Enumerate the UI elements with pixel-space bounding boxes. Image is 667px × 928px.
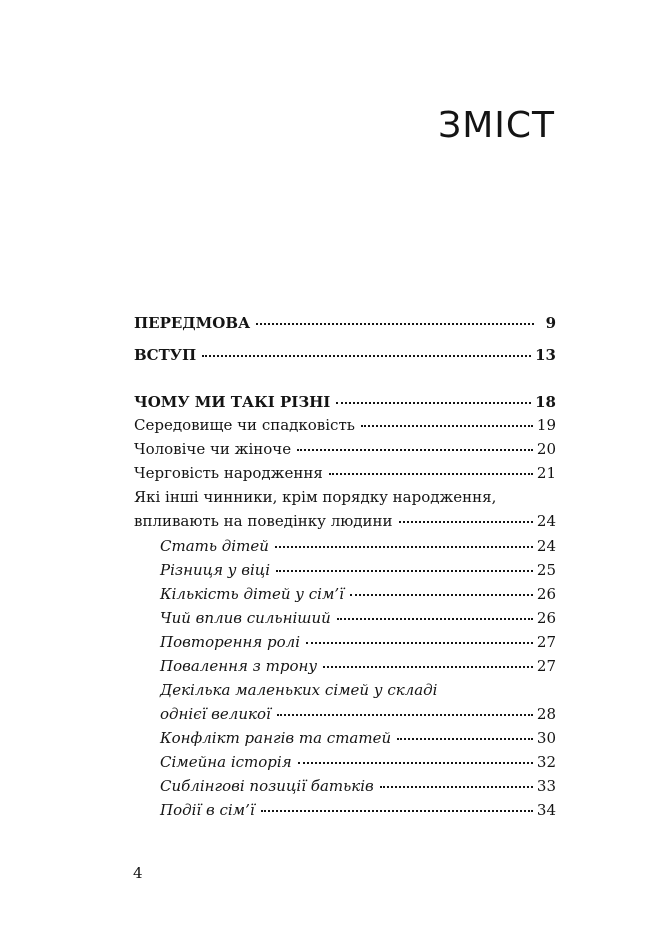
toc-entry-title: Чий вплив сильніший [160, 609, 331, 627]
toc-entry-page: 25 [536, 561, 556, 579]
toc-entry-page: 34 [536, 801, 556, 819]
toc-leader [277, 714, 533, 716]
toc-entry-title: Повалення з трону [160, 657, 318, 675]
toc-entry-dekilka [160, 705, 556, 723]
toc-entry-konflikt [160, 729, 556, 747]
toc-entry-povtorennia [160, 633, 556, 651]
toc-entry-cholovyche [134, 440, 556, 458]
toc-entry-stat [160, 537, 556, 555]
toc-leader [336, 402, 531, 404]
toc-entry-kilkist [160, 585, 556, 603]
toc-entry-inshi-line1 [134, 488, 556, 506]
toc-entry-page: 26 [536, 609, 556, 627]
toc-entry-title: Події в сім’ї [160, 801, 255, 819]
toc-leader [399, 521, 533, 523]
toc-entry-title: впливають на поведінку людини [134, 512, 393, 530]
toc-entry-title: Повторення ролі [160, 633, 301, 651]
toc-entry-title: ПЕРЕДМОВА [134, 314, 251, 332]
toc-entry-title: Кількість дітей у сім’ї [160, 585, 344, 603]
toc-entry-syblingovi [160, 777, 556, 795]
toc-entry-page: 19 [536, 416, 556, 434]
toc-entry-title: Стать дітей [160, 537, 269, 555]
toc-entry-title: Конфлікт рангів та статей [160, 729, 392, 747]
toc-entry-title: Середовище чи спадковість [134, 416, 355, 434]
toc-leader [275, 546, 533, 548]
toc-entry-page: 32 [536, 753, 556, 771]
toc-entry-title: однієї великої [160, 705, 271, 723]
toc-leader [350, 594, 533, 596]
toc-entry-page: 24 [536, 512, 556, 530]
toc-leader [298, 762, 533, 764]
toc-entry-chergovist [134, 464, 556, 482]
toc-entry-page: 28 [536, 705, 556, 723]
toc-entry-page: 13 [535, 346, 556, 364]
toc-entry-simeina [160, 753, 556, 771]
page-number: 4 [133, 864, 143, 882]
toc-entry-povalennia [160, 657, 556, 675]
toc-entry-page: 18 [535, 393, 556, 411]
toc-leader [202, 355, 531, 357]
toc-entry-title: Які інші чинники, крім порядку народження, [134, 488, 497, 506]
toc-entry-peredmova [134, 314, 556, 332]
toc-entry-seredovyshche [134, 416, 556, 434]
toc-entry-page: 27 [536, 633, 556, 651]
toc-entry-page: 30 [536, 729, 556, 747]
toc-entry-page: 33 [536, 777, 556, 795]
toc-entry-title: Різниця у віці [160, 561, 271, 579]
toc-entry-inshi [134, 512, 556, 530]
toc-entry-chomu [134, 393, 556, 411]
toc-leader [337, 618, 533, 620]
toc-leader [261, 810, 533, 812]
toc-leader [256, 323, 534, 325]
toc-entry-title: Декілька маленьких сімей у складі [160, 681, 438, 699]
toc-leader [361, 425, 533, 427]
toc-leader [297, 449, 533, 451]
toc-leader [276, 570, 533, 572]
toc-entry-title: Чоловіче чи жіноче [134, 440, 292, 458]
toc-leader [323, 666, 533, 668]
toc-leader [380, 786, 533, 788]
toc-entry-page: 20 [536, 440, 556, 458]
toc-entry-page: 21 [536, 464, 556, 482]
toc-entry-page: 26 [536, 585, 556, 603]
toc-entry-title: ВСТУП [134, 346, 197, 364]
toc-entry-dekilka-line1 [160, 681, 556, 699]
toc-entry-title: Черговість народження [134, 464, 323, 482]
toc-entry-page: 27 [536, 657, 556, 675]
toc-leader [397, 738, 533, 740]
toc-entry-riznytsia [160, 561, 556, 579]
toc-entry-page: 9 [545, 314, 556, 332]
toc-entry-vstup [134, 346, 556, 364]
toc-entry-page: 24 [536, 537, 556, 555]
toc-entry-title: ЧОМУ МИ ТАКІ РІЗНІ [134, 393, 331, 411]
toc-entry-chyi [160, 609, 556, 627]
toc-leader [306, 642, 533, 644]
toc-entry-podii [160, 801, 556, 819]
toc-entry-title: Сімейна історія [160, 753, 292, 771]
toc-entry-title: Сиблінгові позиції батьків [160, 777, 374, 795]
toc-leader [329, 473, 533, 475]
page-title: ЗМІСТ [438, 105, 555, 146]
